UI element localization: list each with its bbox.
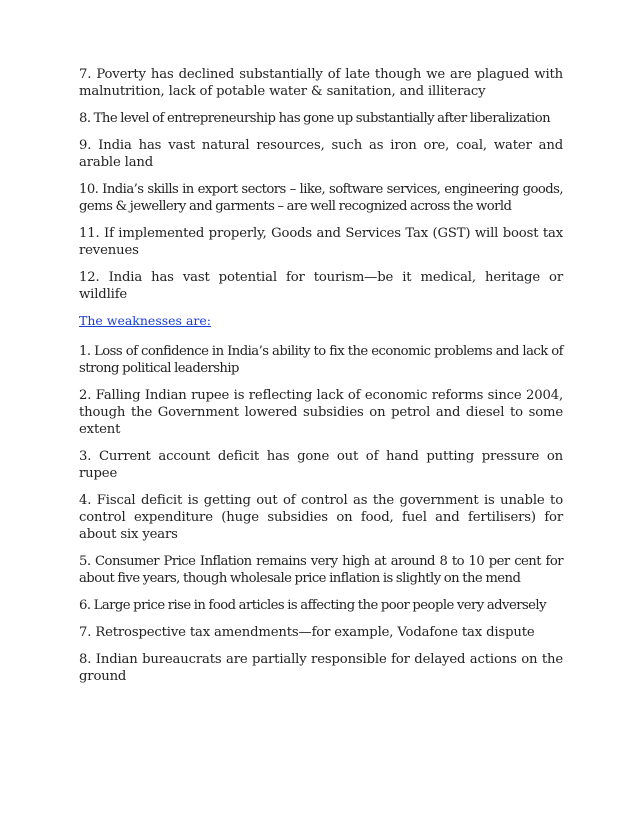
weakness-item-4: 4. Fiscal deficit is getting out of control as the government is unable to control expenditure (huge subsidies on food, fuel and fertilisers) for about six years [79, 493, 563, 542]
weakness-item-1: 1. Loss of confidence in India’s ability to fix the economic problems and lack of strong political leadership [79, 344, 563, 376]
weaknesses-heading [79, 313, 563, 329]
weakness-item-3: 3. Current account deficit has gone out of hand putting pressure on rupee [79, 449, 563, 481]
strength-item-12: 12. India has vast potential for tourism—be it medical, heritage or wildlife [79, 270, 563, 302]
strength-item-8: 8. The level of entrepreneurship has gone up substantially after liberalization [79, 111, 551, 126]
strength-item-9: 9. India has vast natural resources, such as iron ore, coal, water and arable land [79, 138, 563, 170]
weakness-item-6: 6. Large price rise in food articles is affecting the poor people very adversely [79, 598, 547, 613]
weakness-item-2: 2. Falling Indian rupee is reflecting lack of economic reforms since 2004, though the Government lowered subsidies on petrol and diesel to some extent [79, 388, 563, 437]
strength-item-11: 11. If implemented properly, Goods and Services Tax (GST) will boost tax revenues [79, 226, 563, 258]
weaknesses-heading-link[interactable]: The weaknesses are: [79, 313, 211, 328]
weakness-item-7: 7. Retrospective tax amendments—for example, Vodafone tax dispute [79, 625, 535, 640]
document-page [79, 66, 563, 695]
strength-item-7: 7. Poverty has declined substantially of late though we are plagued with malnutrition, lack of potable water & sanitation, and illiteracy [79, 67, 563, 99]
strength-item-10: 10. India’s skills in export sectors – like, software services, engineering goods, gems & jewellery and garments – are well recognized across the world [79, 182, 563, 214]
weakness-item-8: 8. Indian bureaucrats are partially responsible for delayed actions on the ground [79, 652, 563, 684]
weakness-item-5: 5. Consumer Price Inflation remains very high at around 8 to 10 per cent for about five years, though wholesale price inflation is slightly on the mend [79, 554, 563, 586]
